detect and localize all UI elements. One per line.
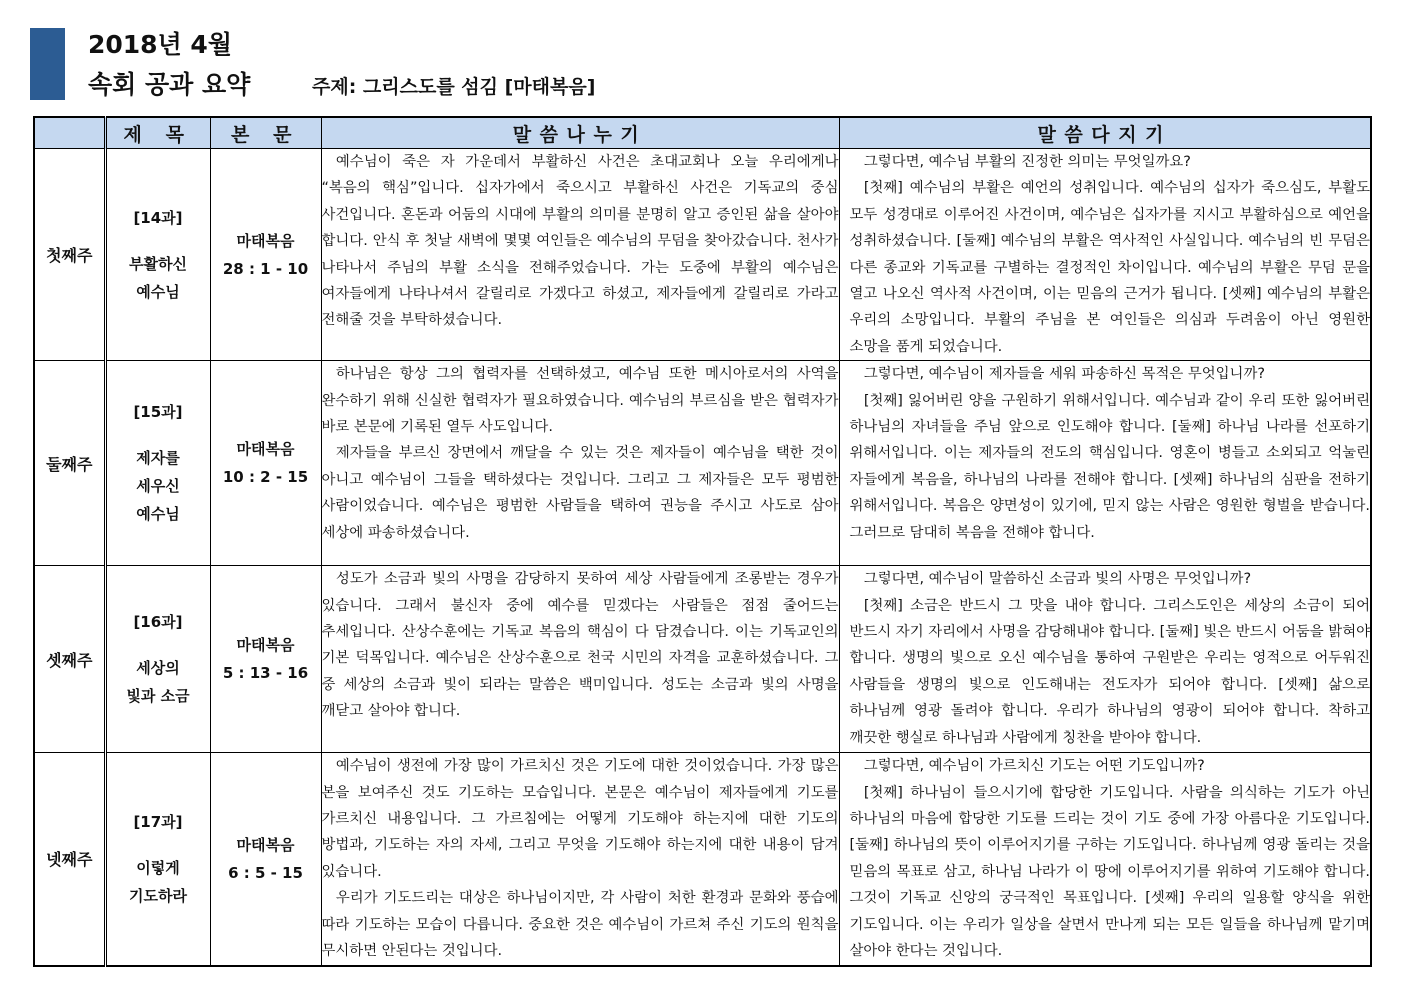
share-paragraph: 성도가 소금과 빛의 사명을 감당하지 못하여 세상 사람들에게 조롱받는 경우가 있습니다. 그래서 불신자 중에 예수를 믿겠다는 사람들은 점점 줄어드는 추세입니다. 산상수훈에는 기독교 복음의 핵심이 다 담겼습니다. 이는 기독교인의 기본 덕목입니다. 예수님은 산상수훈으로 천국 시민의 자격을 교훈하셨습니다. 그 중 세상의 소금과 빛이 되라는 말씀은 백미입니다. 성도는 소금과 빛의 사명을 깨닫고 살아야 합니다. <box>321 571 839 720</box>
apply-paragraph: 그렇다면, 예수님이 가르치신 기도는 어떤 기도입니까? <box>863 758 1205 775</box>
lesson-number: [17과] <box>133 812 183 831</box>
lesson-cell <box>105 566 210 753</box>
header-title: 제 목 <box>105 117 210 149</box>
lesson-title: 부활하신 예수님 <box>129 254 187 301</box>
title-date: 2018년 4월 <box>88 30 232 59</box>
title-heading: 속회 공과 요약 <box>88 70 251 99</box>
apply-text-cell <box>839 149 1371 361</box>
table-row <box>34 361 1371 566</box>
passage-cell <box>210 361 321 566</box>
apply-paragraph: 그렇다면, 예수님이 말씀하신 소금과 빛의 사명은 무엇입니까? <box>863 571 1252 588</box>
header-share: 말씀나누기 <box>321 117 839 149</box>
passage-cell <box>210 149 321 361</box>
header-week <box>34 117 105 149</box>
lesson-table <box>33 116 1372 967</box>
lesson-title: 세상의 빛과 소금 <box>126 659 190 706</box>
table-row <box>34 566 1371 753</box>
lesson-number: [14과] <box>133 208 183 227</box>
share-text-cell <box>321 566 839 753</box>
apply-text-cell <box>839 753 1371 966</box>
share-text-cell <box>321 361 839 566</box>
week-label: 첫째주 <box>34 149 105 361</box>
week-label: 셋째주 <box>34 566 105 753</box>
passage-cell <box>210 566 321 753</box>
apply-paragraph: 그렇다면, 예수님 부활의 진정한 의미는 무엇일까요? <box>863 154 1191 170</box>
share-text-cell <box>321 753 839 966</box>
table-row <box>34 753 1371 966</box>
header-apply: 말씀다지기 <box>839 117 1371 149</box>
table-row <box>34 149 1371 361</box>
apply-paragraph: [첫째] 소금은 반드시 그 맛을 내야 합니다. 그리스도인은 세상의 소금이 되어 반드시 자기 자리에서 사명을 감당해내야 합니다. [둘째] 빛은 반드시 어둠을 밝혀야 합니다. 생명의 빛으로 오신 예수님을 통하여 구원받은 우리는 영적으로 어두워진 사람들을 생명의 빛으로 인도해내는 전도자가 되어야 합니다. [셋째] 삶으로 하나님께 영광 돌려야 합니다. 우리가 하나님의 영광이 되어야 합니다. 착하고 깨끗한 행실로 하나님과 사람에게 칭찬을 받아야 합니다. <box>849 597 1370 746</box>
passage-reference: 28 : 1 - 10 <box>222 259 309 278</box>
apply-paragraph: [첫째] 하나님이 들으시기에 합당한 기도입니다. 사람을 의식하는 기도가 아닌 하나님의 마음에 합당한 기도를 드리는 것이 기도 중에 가장 아름다운 기도입니다. [둘째] 하나님의 뜻이 이루어지기를 구하는 기도입니다. 하나님께 영광 돌리는 것을 믿음의 목표로 삼고, 하나님 나라가 이 땅에 이루어지기를 위하여 기도해야 합니다. 그것이 기독교 신앙의 궁극적인 목표입니다. [셋째] 우리의 일용할 양식을 위한 기도입니다. 이는 우리가 일상을 살면서 만나게 되는 모든 일들을 하나님께 맡기며 살아야 한다는 것입니다. <box>849 784 1370 960</box>
week-label: 둘째주 <box>34 361 105 566</box>
apply-paragraph: 그렇다면, 예수님이 제자들을 세워 파송하신 목적은 무엇입니까? <box>863 366 1265 383</box>
lesson-title: 제자를 세우신 예수님 <box>136 449 180 524</box>
passage-reference: 10 : 2 - 15 <box>222 468 309 487</box>
share-paragraph: 우리가 기도드리는 대상은 하나님이지만, 각 사람이 처한 환경과 문화와 풍습에 따라 기도하는 모습이 다릅니다. 중요한 것은 예수님이 가르쳐 주신 기도의 원칙을 무시하면 안된다는 것입니다. <box>321 890 839 960</box>
header-passage: 본 문 <box>210 117 321 149</box>
share-paragraph: 제자들을 부르신 장면에서 깨달을 수 있는 것은 제자들이 예수님을 택한 것이 아니고 예수님이 그들을 택하셨다는 것입니다. 그리고 그 제자들은 모두 평범한 사람이었습니다. 예수님은 평범한 사람들을 택하여 권능을 주시고 사도로 삼아 세상에 파송하셨습니다. <box>321 445 839 541</box>
passage-book: 마태복음 <box>236 231 295 250</box>
passage-cell <box>210 753 321 966</box>
share-paragraph: 예수님이 생전에 가장 많이 가르치신 것은 기도에 대한 것이었습니다. 가장 많은 본을 보여주신 것도 기도하는 모습입니다. 본문은 예수님이 제자들에게 기도를 가르치신 내용입니다. 그 가르침에는 어떻게 기도해야 하는지에 대한 기도의 방법과, 기도하는 자의 자세, 그리고 무엇을 기도해야 하는지에 대한 내용이 담겨 있습니다. <box>321 758 839 880</box>
table-header-row <box>34 117 1371 149</box>
passage-reference: 5 : 13 - 16 <box>222 664 309 683</box>
passage-book: 마태복음 <box>236 636 295 655</box>
lesson-cell <box>105 361 210 566</box>
passage-book: 마태복음 <box>236 440 295 459</box>
share-paragraph: 하나님은 항상 그의 협력자를 선택하셨고, 예수님 또한 메시아로서의 사역을 완수하기 위해 신실한 협력자가 필요하였습니다. 예수님의 부르심을 받은 협력자가 바로 본문에 기록된 열두 사도입니다. <box>321 366 839 436</box>
week-label: 넷째주 <box>34 753 105 966</box>
share-text-cell <box>321 149 839 361</box>
lesson-title: 이렇게 기도하라 <box>129 858 187 905</box>
apply-paragraph: [첫째] 잃어버린 양을 구원하기 위해서입니다. 예수님과 같이 우리 또한 잃어버린 하나님의 자녀들을 주님 앞으로 인도해야 합니다. [둘째] 하나님 나라를 선포하기 위해서입니다. 이는 제자들의 전도의 핵심입니다. 영혼이 병들고 소외되고 억눌린 자들에게 복음을, 하나님의 나라를 전해야 합니다. [셋째] 하나님의 심판을 전하기 위해서입니다. 복음은 양면성이 있기에, 믿지 않는 사람은 영원한 형벌을 받습니다. 그러므로 담대히 복음을 전해야 합니다. <box>849 392 1370 541</box>
apply-text-cell <box>839 361 1371 566</box>
subject-line: 주제: 그리스도를 섬김 [마태복음] <box>312 76 596 98</box>
passage-reference: 6 : 5 - 15 <box>228 863 303 882</box>
lesson-number: [16과] <box>133 613 183 632</box>
title-accent-bar <box>30 28 65 100</box>
apply-text-cell <box>839 566 1371 753</box>
lesson-cell <box>105 149 210 361</box>
lesson-cell <box>105 753 210 966</box>
apply-paragraph: [첫째] 예수님의 부활은 예언의 성취입니다. 예수님의 십자가 죽으심도, 부활도 모두 성경대로 이루어진 사건이며, 예수님은 십자가를 지시고 부활하심으로 예언을 성취하셨습니다. [둘째] 예수님의 부활은 역사적인 사실입니다. 예수님의 빈 무덤은 다른 종교와 기독교를 구별하는 결정적인 차이입니다. 예수님의 부활은 무덤 문을 열고 나오신 역사적 사건이며, 이는 믿음의 근거가 됩니다. [셋째] 예수님의 부활은 우리의 소망입니다. 부활의 주님을 본 여인들은 의심과 두려움이 아닌 영원한 소망을 품게 되었습니다. <box>849 180 1370 355</box>
lesson-number: [15과] <box>133 403 183 422</box>
passage-book: 마태복음 <box>236 835 295 854</box>
share-paragraph: 예수님이 죽은 자 가운데서 부활하신 사건은 초대교회나 오늘 우리에게나 “복음의 핵심”입니다. 십자가에서 죽으시고 부활하신 사건은 기독교의 중심 사건입니다. 혼돈과 어둠의 시대에 부활의 의미를 분명히 알고 증인된 삶을 살아야 합니다. 안식 후 첫날 새벽에 몇몇 여인들은 예수님의 무덤을 찾아갔습니다. 천사가 나타나서 주님의 부활 소식을 전해주었습니다. 가는 도중에 부활의 예수님은 여자들에게 나타나셔서 갈릴리로 가겠다고 하셨고, 제자들에게 갈릴리로 가라고 전해줄 것을 부탁하셨습니다. <box>321 154 839 329</box>
